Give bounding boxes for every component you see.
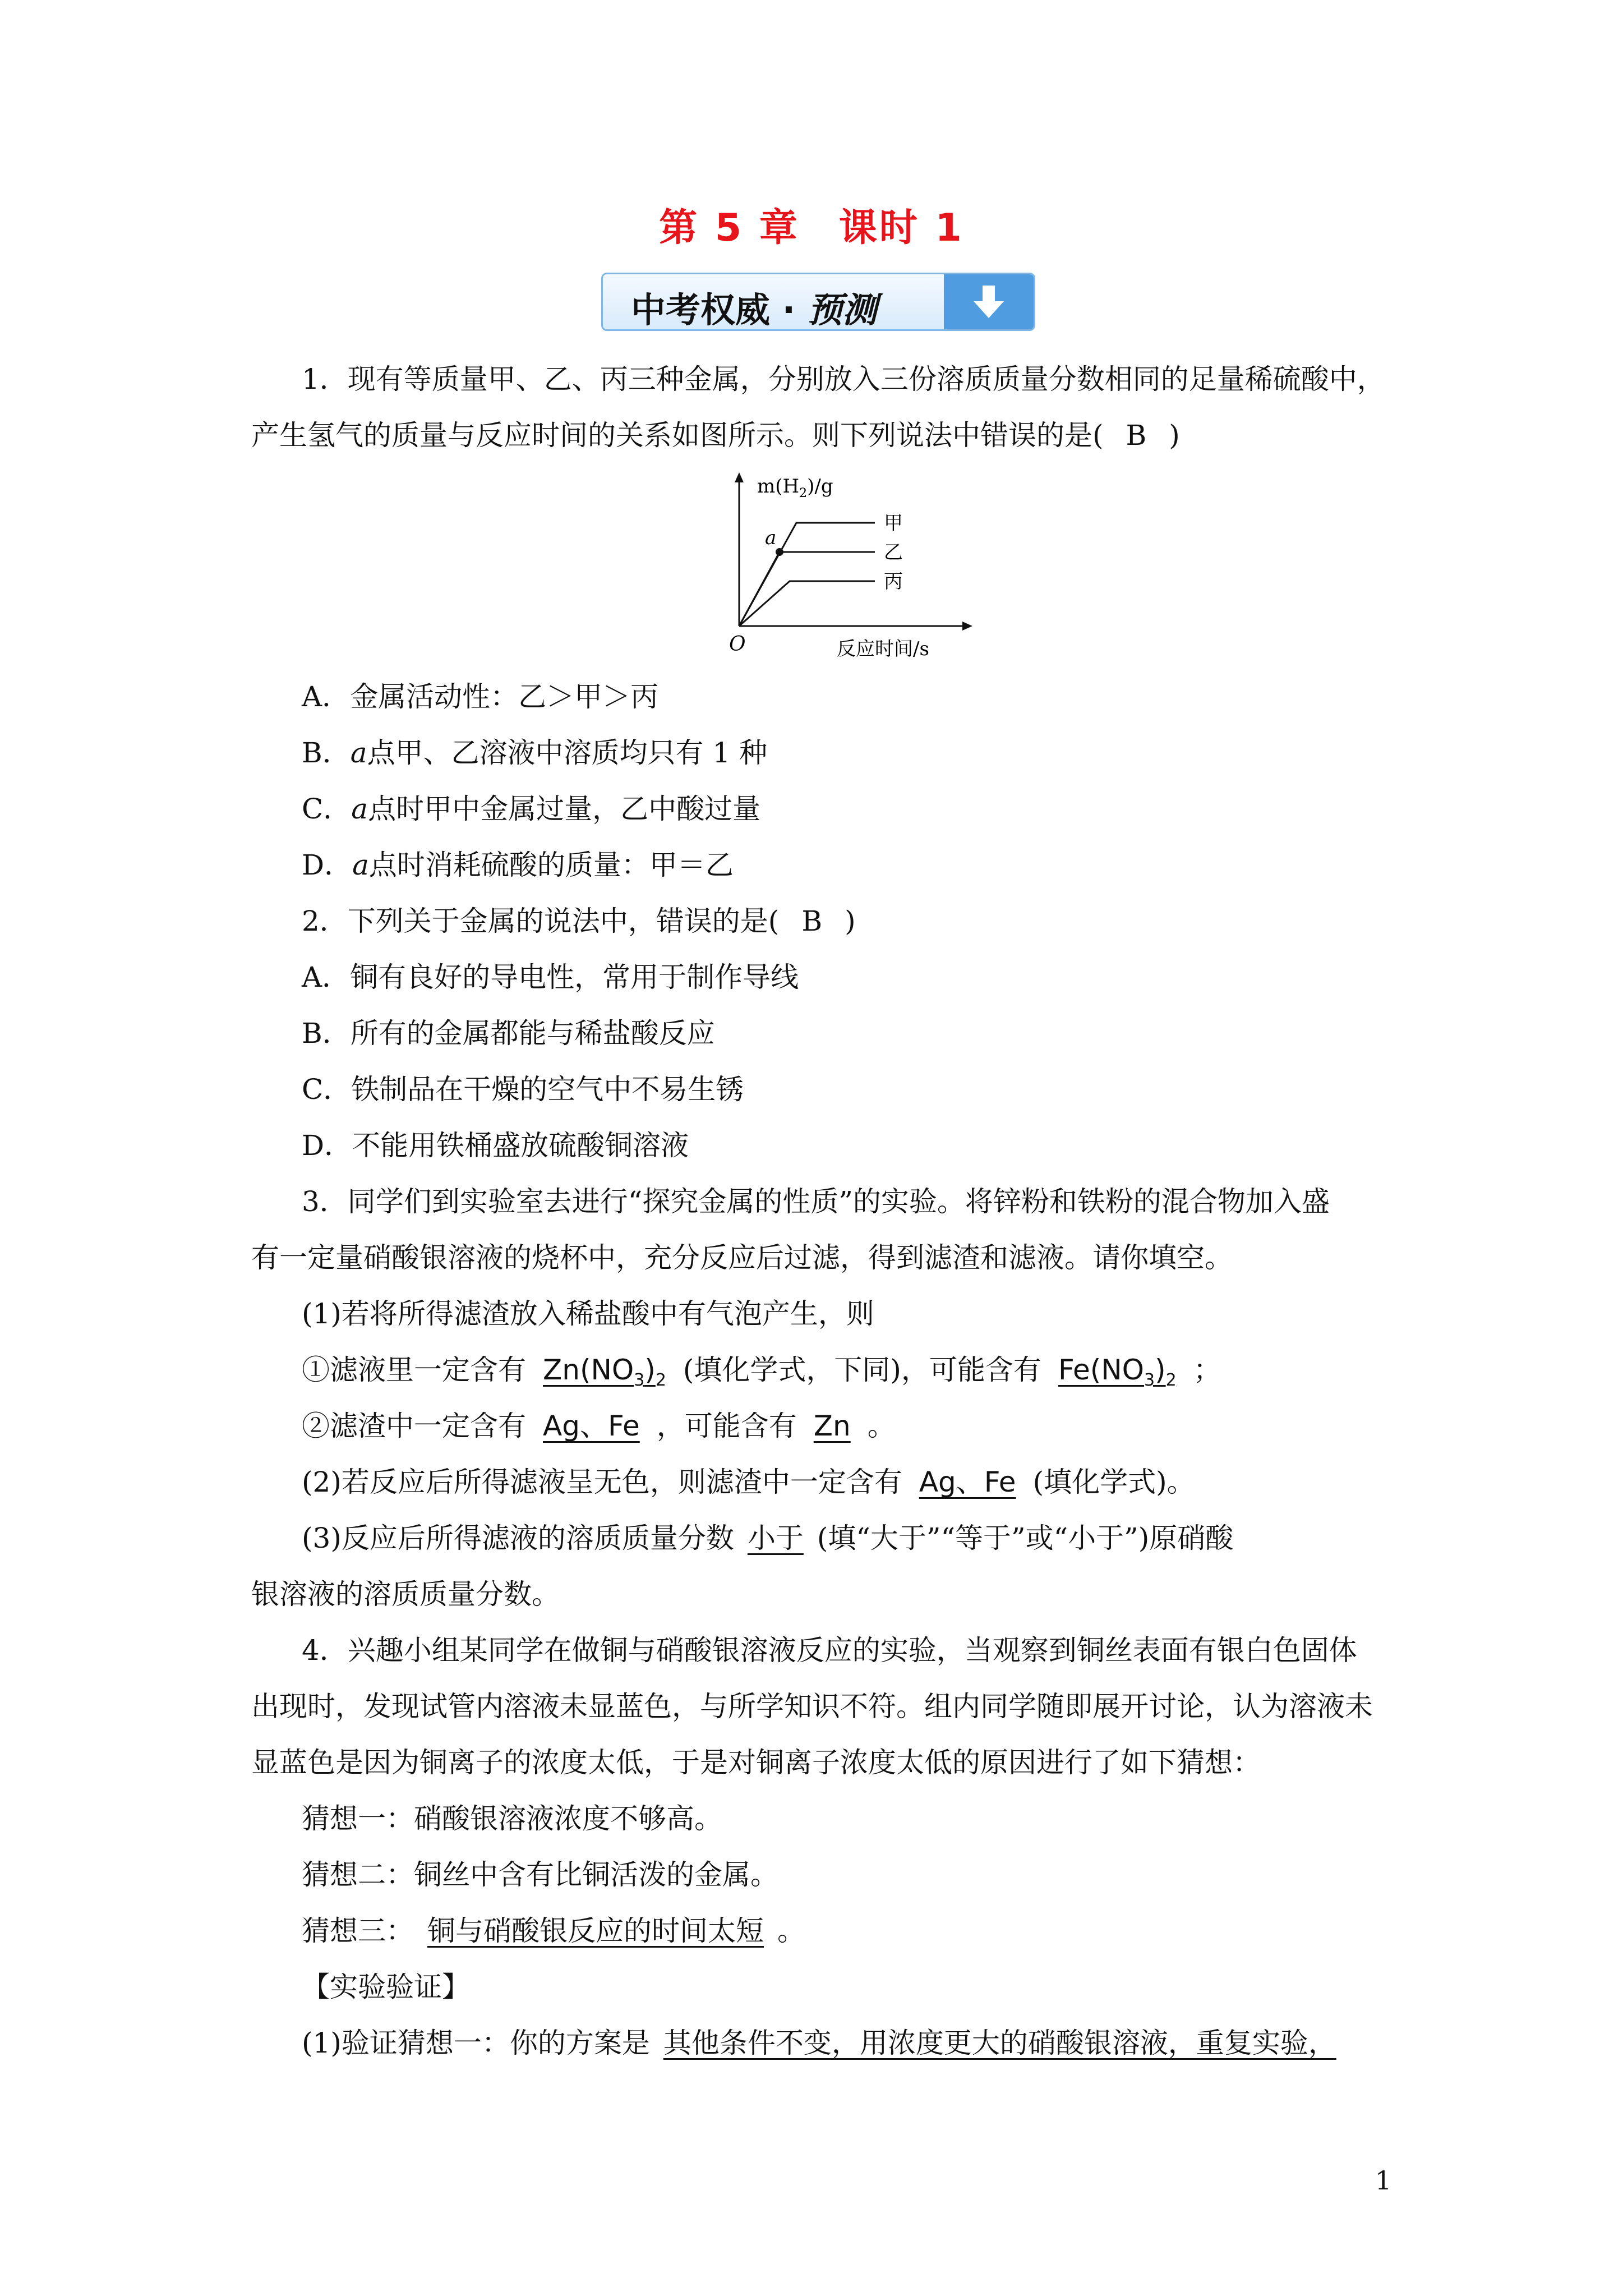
q1-option-b: B．a点甲、乙溶液中溶质均只有 1 种 xyxy=(302,737,768,769)
q2-option-b: B．所有的金属都能与稀盐酸反应 xyxy=(302,1017,715,1050)
point-a-label: a xyxy=(765,527,777,549)
page-number: 1 xyxy=(1375,2165,1392,2196)
q1-stem-line1: 1．现有等质量甲、乙、丙三种金属，分别放入三份溶质质量分数相同的足量稀硫酸中， xyxy=(302,363,1385,395)
q4-stem-line3: 显蓝色是因为铜离子的浓度太低，于是对铜离子浓度太低的原因进行了如下猜想： xyxy=(251,1746,1261,1779)
series-label-yi: 乙 xyxy=(884,541,903,564)
q4-guess1: 猜想一：硝酸银溶液浓度不够高。 xyxy=(302,1802,722,1835)
q2-stem: 2．下列关于金属的说法中，错误的是( B ) xyxy=(302,905,856,937)
q3-part2: (2)若反应后所得滤液呈无色，则滤渣中一定含有 Ag、Fe (填化学式)。 xyxy=(302,1466,1195,1498)
banner-label: 中考权威 · 预测 xyxy=(631,289,877,330)
q1-reaction-graph xyxy=(729,471,976,662)
q1-option-c: C．a点时甲中金属过量，乙中酸过量 xyxy=(302,793,761,825)
q3-part1-a: ①滤液里一定含有 $Zn(NO_3)_2$ (填化学式，下同)，可能含有 $Fe(NO_3)_2$ ； xyxy=(302,1354,1221,1390)
series-label-bing: 丙 xyxy=(884,570,903,593)
q3-stem-line1: 3．同学们到实验室去进行“探究金属的性质”的实验。将锌粉和铁粉的混合物加入盛 xyxy=(302,1185,1330,1218)
q1-option-a: A．金属活动性：乙＞甲＞丙 xyxy=(302,680,659,713)
section-banner xyxy=(601,273,1035,331)
q4-answer-verify1: 其他条件不变，用浓度更大的硝酸银溶液，重复实验， xyxy=(663,2027,1336,2059)
q4-verify1: (1)验证猜想一：你的方案是 其他条件不变，用浓度更大的硝酸银溶液，重复实验， xyxy=(302,2023,1350,2063)
y-axis-arrow-icon xyxy=(735,472,744,482)
q3-answer-residue-possible: Zn xyxy=(813,1410,851,1442)
q3-part1-b: ②滤渣中一定含有 Ag、Fe ，可能含有 Zn 。 xyxy=(302,1410,896,1442)
q4-stem-line1: 4．兴趣小组某同学在做铜与硝酸银溶液反应的实验，当观察到铜丝表面有银白色固体 xyxy=(302,1634,1357,1667)
q2-option-a: A．铜有良好的导电性，常用于制作导线 xyxy=(302,961,799,993)
arrow-down-icon xyxy=(944,274,1034,329)
q2-option-c: C．铁制品在干燥的空气中不易生锈 xyxy=(302,1073,744,1106)
series-line-jia xyxy=(739,523,875,626)
q3-answer-part3: 小于 xyxy=(747,1522,804,1554)
y-axis-label: $m(H_2)/g$ xyxy=(757,475,833,500)
q4-stem-line2: 出现时，发现试管内溶液未显蓝色，与所学知识不符。组内同学随即展开讨论，认为溶液未 xyxy=(251,1690,1373,1723)
q3-answer-residue-certain: Ag、Fe xyxy=(543,1410,640,1442)
q3-part3-line2: 银溶液的溶质质量分数。 xyxy=(251,1578,560,1611)
q4-section-heading: 【实验验证】 xyxy=(302,1971,470,2003)
series-label-jia: 甲 xyxy=(884,512,903,535)
q1-stem-line2: 产生氢气的质量与反应时间的关系如图所示。则下列说法中错误的是( B ) xyxy=(251,419,1180,452)
x-axis-label: 反应时间/s xyxy=(837,638,929,660)
q3-answer-filtrate-possible: $Fe(NO_3)_2$ xyxy=(1058,1354,1177,1390)
q2-answer: B xyxy=(801,905,823,937)
page-title xyxy=(0,197,1623,252)
lesson-label: 课时 1 xyxy=(838,206,964,250)
q3-answer-part2: Ag、Fe xyxy=(919,1466,1016,1498)
q2-option-d: D．不能用铁桶盛放硫酸铜溶液 xyxy=(302,1129,689,1162)
q3-stem-line2: 有一定量硝酸银溶液的烧杯中，充分反应后过滤，得到滤渣和滤液。请你填空。 xyxy=(251,1241,1233,1274)
q4-guess3: 猜想三： 铜与硝酸银反应的时间太短 。 xyxy=(302,1915,805,1947)
q3-part3: (3)反应后所得滤液的溶质质量分数 小于 (填“大于”“等于”或“小于”)原硝酸 xyxy=(302,1522,1234,1554)
chapter-label: 第 5 章 xyxy=(659,206,800,250)
series-line-yi xyxy=(739,552,875,626)
q3-part1: (1)若将所得滤渣放入稀盐酸中有气泡产生，则 xyxy=(302,1297,874,1330)
x-axis-arrow-icon xyxy=(962,622,972,631)
q3-answer-filtrate-certain: $Zn(NO_3)_2$ xyxy=(543,1354,666,1390)
q4-answer-guess3: 铜与硝酸银反应的时间太短 xyxy=(427,1915,764,1947)
q4-guess2: 猜想二：铜丝中含有比铜活泼的金属。 xyxy=(302,1858,778,1891)
origin-label: O xyxy=(729,633,746,656)
q1-option-d: D．a点时消耗硫酸的质量：甲＝乙 xyxy=(302,849,734,881)
point-a-marker xyxy=(776,548,783,556)
q1-answer: B xyxy=(1126,419,1147,452)
